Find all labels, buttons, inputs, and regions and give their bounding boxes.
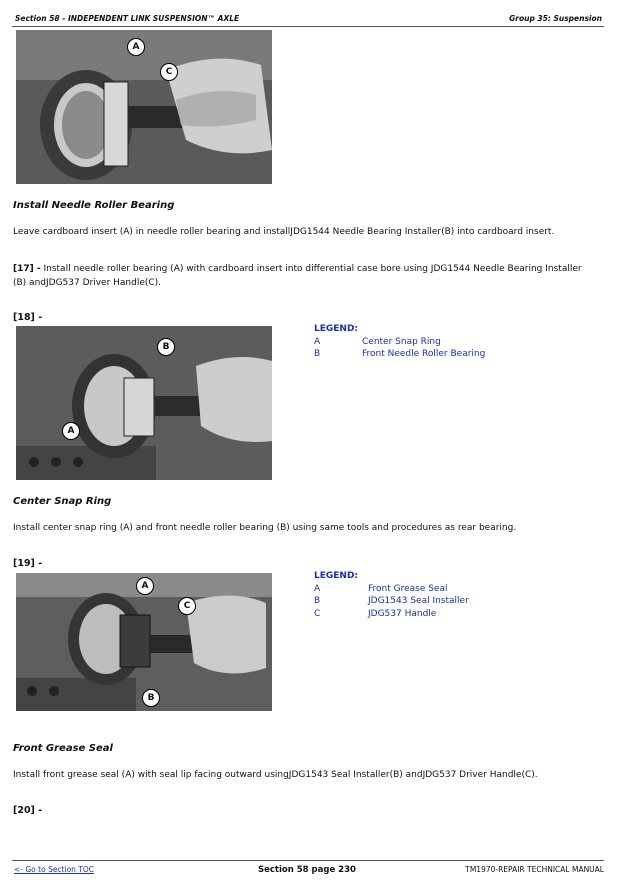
legend-value: Front Needle Roller Bearing — [362, 349, 486, 359]
legend-step-18 — [314, 323, 485, 361]
legend-key: B — [314, 349, 321, 359]
figure-center-snap-ring — [16, 326, 272, 480]
legend-row — [314, 608, 469, 621]
callout-c: C — [178, 597, 196, 615]
callout-c: C — [160, 63, 178, 81]
legend-value: Front Grease Seal — [368, 583, 448, 594]
legend-row — [314, 583, 469, 596]
legend-key: A — [314, 583, 321, 594]
section-title-front-grease-seal: Front Grease Seal — [13, 743, 113, 754]
legend-value: Center Snap Ring — [362, 336, 441, 347]
step-18-number: [18] - — [13, 312, 43, 323]
legend-title: LEGEND: — [314, 571, 359, 581]
section-text-front-grease-seal: Install front grease seal (A) with seal lip facing outward usingJDG1543 Seal Installer(B) andJDG537 Driver Handle(C). — [13, 770, 538, 780]
legend-row — [314, 336, 485, 349]
legend-row — [314, 595, 469, 608]
footer-divider — [12, 860, 604, 861]
step-17-line2: (B) andJDG537 Driver Handle(C). — [13, 278, 162, 288]
section-text-center-snap-ring: Install center snap ring (A) and front needle roller bearing (B) using same tools and procedures as rear bearing. — [13, 523, 517, 533]
callout-a: A — [127, 38, 145, 56]
legend-value: JDG1543 Seal Installer — [368, 596, 469, 606]
section-title-install-needle-roller-bearing: Install Needle Roller Bearing — [13, 200, 175, 211]
step-19-number: [19] - — [13, 558, 43, 569]
legend-row — [314, 348, 485, 361]
legend-key: B — [314, 596, 321, 606]
legend-key: A — [314, 336, 321, 347]
callout-b: B — [142, 689, 160, 707]
legend-key: C — [314, 608, 321, 619]
legend-step-19 — [314, 570, 469, 620]
figure-needle-bearing-install — [16, 30, 272, 184]
section-title-center-snap-ring: Center Snap Ring — [13, 496, 112, 507]
section-text-install-needle-roller-bearing: Leave cardboard insert (A) in needle roller bearing and installJDG1544 Needle Bearing Installer(B) into cardboard insert. — [13, 227, 555, 237]
step-17-number: [17] - — [13, 264, 41, 274]
callout-b: B — [157, 338, 175, 356]
callout-a: A — [136, 577, 154, 595]
callout-a: A — [62, 422, 80, 440]
section-toc-link[interactable]: <- Go to Section TOC — [14, 865, 95, 874]
legend-value: JDG537 Handle — [368, 608, 437, 619]
footer-page-number: Section 58 page 230 — [258, 865, 356, 875]
step-20-number: [20] - — [13, 805, 43, 816]
step-17-line1: Install needle roller bearing (A) with cardboard insert into differential case bore using JDG1544 Needle Bearing Installer — [40, 264, 582, 274]
header-divider — [12, 26, 604, 27]
figure-center-snap-ring-illustration — [16, 326, 272, 480]
footer-manual-title: TM1970-REPAIR TECHNICAL MANUAL — [465, 865, 604, 874]
legend-title: LEGEND: — [314, 324, 359, 334]
step-17-text — [13, 262, 603, 290]
figure-front-grease-seal — [16, 573, 272, 711]
header-section-title: Section 58 - INDEPENDENT LINK SUSPENSION™ AXLE — [15, 14, 240, 23]
figure-needle-bearing-illustration — [16, 30, 272, 184]
header-group-title: Group 35: Suspension — [509, 14, 602, 23]
